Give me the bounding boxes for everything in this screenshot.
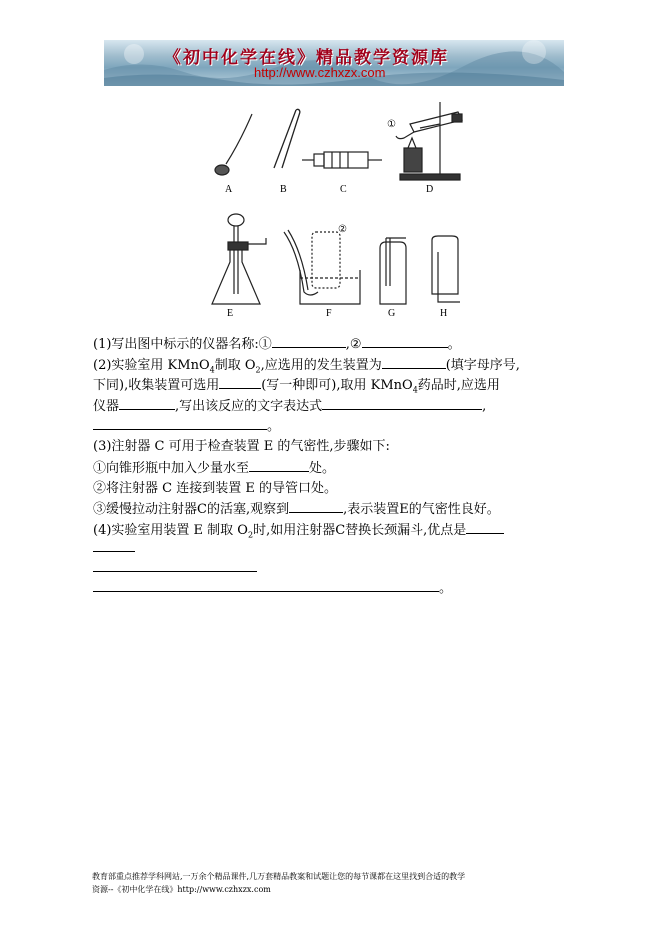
marker-2: ② <box>338 224 347 235</box>
label-b: B <box>280 184 287 195</box>
question-2-line-3: 仪器 ,写出该反应的文字表达式 , <box>93 396 486 416</box>
page-footer <box>92 870 582 896</box>
blank-2-4[interactable] <box>322 396 482 410</box>
question-3-step-3: ③缓慢拉动注射器C的活塞,观察到 ,表示装置E的气密性良好。 <box>93 499 500 519</box>
question-3-intro: (3)注射器 C 可用于检查装置 E 的气密性,步骤如下: <box>93 439 390 454</box>
question-2-line-4: 。 <box>93 416 280 436</box>
question-4-line-1: (4)实验室用装置 E 制取 $O_2$时,如用注射器C替换长颈漏斗,优点是 <box>93 520 504 545</box>
footer-line-1: 教育部重点推荐学科网站,一万余个精品课件,几万套精品教案和试题让您的每节课都在这里找到合适的教学 <box>92 872 466 881</box>
apparatus-e-flask <box>212 214 266 304</box>
apparatus-b-tweezers <box>274 109 300 168</box>
label-h: H <box>440 308 448 319</box>
blank-1-2[interactable] <box>362 334 448 348</box>
question-3-step-2: ②将注射器 C 连接到装置 E 的导管口处。 <box>93 481 337 496</box>
apparatus-d-heating-setup <box>396 102 462 180</box>
label-e: E <box>227 308 234 319</box>
apparatus-a-spoon <box>215 114 252 175</box>
apparatus-f-trough <box>284 230 360 304</box>
site-title: 《初中化学在线》精品教学资源库 <box>164 48 449 68</box>
blank-2-3[interactable] <box>119 396 175 410</box>
blank-4-2[interactable] <box>93 538 135 552</box>
question-2-line-2: 下同),收集装置可选用 (写一种即可),取用 KMnO$_4$药品时,应选用 <box>93 375 500 400</box>
question-4-line-2 <box>93 538 135 558</box>
blank-4-4[interactable] <box>93 578 439 592</box>
label-f: F <box>326 308 332 319</box>
label-a: A <box>225 184 233 195</box>
blank-3-1[interactable] <box>249 458 309 472</box>
marker-1: ① <box>387 119 396 130</box>
blank-2-1[interactable] <box>382 355 446 369</box>
apparatus-c-syringe <box>302 152 382 168</box>
apparatus-h-bottle <box>432 236 460 302</box>
apparatus-g-gas-jar <box>380 238 406 304</box>
apparatus-figure <box>200 102 476 320</box>
question-4-line-3 <box>93 558 257 578</box>
blank-1-1[interactable] <box>272 334 346 348</box>
blank-2-5[interactable] <box>93 416 267 430</box>
label-c: C <box>340 184 347 195</box>
footer-line-2[interactable]: 资源--《初中化学在线》http://www.czhxzx.com <box>92 885 271 894</box>
blank-2-2[interactable] <box>219 375 261 389</box>
blank-4-1[interactable] <box>466 520 504 534</box>
blank-3-2[interactable] <box>289 499 343 513</box>
question-3-step-1: ①向锥形瓶中加入少量水至 处。 <box>93 458 335 478</box>
blank-4-3[interactable] <box>93 558 257 572</box>
site-url[interactable]: http://www.czhxzx.com <box>254 65 386 80</box>
label-d: D <box>426 184 434 195</box>
label-g: G <box>388 308 396 319</box>
question-1: (1)写出图中标示的仪器名称:① ,② 。 <box>93 334 461 354</box>
question-2-line-1: (2)实验室用 KMnO$_4$制取 $O_2$,应选用的发生装置为 (填字母序号, <box>93 355 520 380</box>
question-4-line-4: 。 <box>93 578 452 598</box>
header-banner <box>104 40 564 86</box>
